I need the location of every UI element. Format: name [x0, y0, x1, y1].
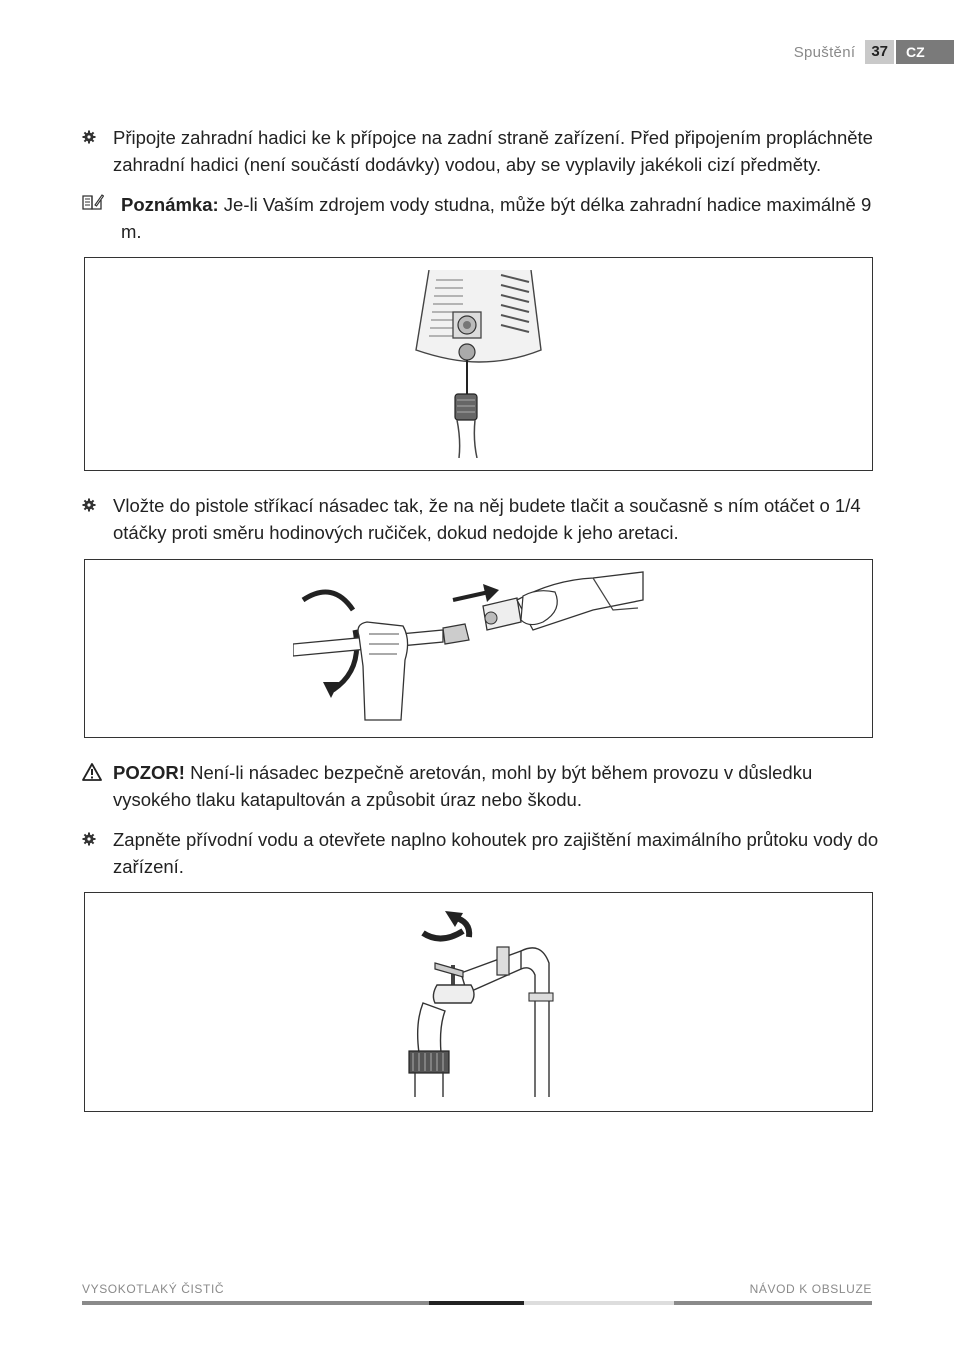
warning-block: [82, 759, 882, 813]
footer-product-name: VYSOKOTLAKÝ ČISTIČ: [82, 1282, 225, 1296]
footer-color-bar: [82, 1301, 872, 1305]
footer-bar-segment: [82, 1301, 429, 1305]
gear-bullet-icon: [82, 832, 96, 846]
gear-bullet-icon: [82, 130, 96, 144]
figure-water-tap: [84, 892, 873, 1112]
paragraph-text: Zapněte přívodní vodu a otevřete naplno kohoutek pro zajištění maximálního průtoku vody do zařízení.: [113, 829, 879, 877]
paragraph-text: Připojte zahradní hadici ke k přípojce na zadní straně zařízení. Před připojením propláchněte zahradní hadici (není součástí dodávky) vodou, aby se vyplavily jakékoli cizí předměty.: [113, 127, 873, 175]
note-label: Poznámka:: [121, 194, 219, 215]
gear-bullet-icon: [82, 498, 96, 512]
page-header: [794, 40, 954, 64]
notebook-pencil-icon: [82, 193, 104, 211]
lance-insertion-illustration: [293, 570, 645, 726]
instruction-open-tap: [82, 826, 882, 880]
warning-text: Není-li násadec bezpečně aretován, mohl by být během provozu v důsledku vysokého tlaku katapultován a způsobit úraz nebo škodu.: [113, 762, 813, 810]
footer-bar-segment: [524, 1301, 674, 1305]
footer-bar-segment: [429, 1301, 524, 1305]
note-text: Je-li Vaším zdrojem vody studna, může být délka zahradní hadice maximálně 9 m.: [121, 194, 872, 242]
water-tap-illustration: [401, 903, 561, 1097]
figure-insert-lance: [84, 559, 873, 738]
warning-label: POZOR!: [113, 762, 185, 783]
note-block: [82, 191, 882, 245]
paragraph-text: Vložte do pistole stříkací násadec tak, že na něj budete tlačit a současně s ním otáčet o 1/4 otáčky proti směru hodinových ručiček, dokud nedojde k jeho aretaci.: [113, 495, 861, 543]
footer-manual-name: NÁVOD K OBSLUZE: [749, 1282, 872, 1296]
footer-bar-segment: [674, 1301, 872, 1305]
warning-triangle-icon: [82, 763, 102, 781]
page-number: 37: [865, 40, 894, 64]
section-title: Spuštění: [793, 43, 856, 61]
instruction-connect-hose: [82, 124, 882, 178]
language-badge: CZ: [896, 40, 954, 64]
figure-hose-connection: [84, 257, 873, 471]
hose-connection-illustration: [411, 270, 547, 458]
instruction-insert-lance: [82, 492, 882, 546]
